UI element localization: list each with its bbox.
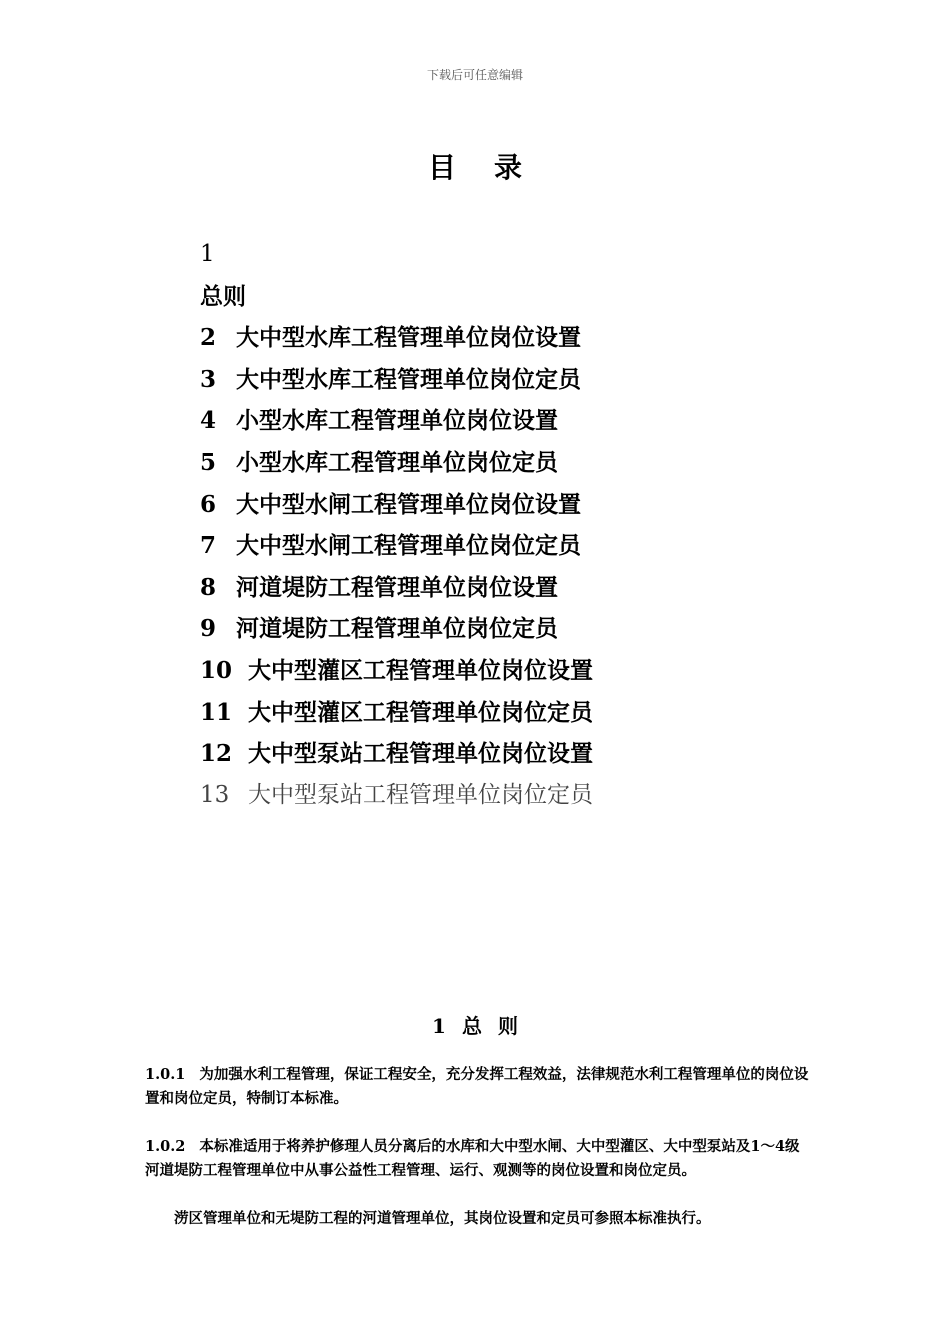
toc-item-10[interactable]: [200, 650, 593, 692]
clause-number: 1.0.1: [145, 1066, 186, 1083]
clause-number: 1.0.2: [145, 1138, 186, 1155]
clause-text: 本标准适用于将养护修理人员分离后的水库和大中型水闸、大中型灌区、大中型泵站及1～4级河道堤防工程管理单位中从事公益性工程管理、运行、观测等的岗位设置和岗位定员。: [145, 1138, 800, 1179]
toc-item-7[interactable]: [200, 525, 593, 567]
toc-item-number: 12: [200, 740, 233, 768]
toc-title: 目录: [427, 151, 560, 184]
section-number: 1: [432, 1014, 446, 1038]
table-of-contents: [200, 234, 593, 816]
toc-item-label: 大中型泵站工程管理单位岗位定员: [248, 781, 593, 808]
clause-text: 为加强水利工程管理，保证工程安全，充分发挥工程效益，法律规范水利工程管理单位的岗位设置和岗位定员，特制订本标准。: [145, 1066, 809, 1107]
section-title-char-2: 则: [497, 1014, 518, 1038]
clause-1-0-1: [145, 1063, 810, 1111]
toc-item-number: 10: [200, 656, 233, 684]
toc-item-label: 总则: [200, 282, 246, 310]
toc-item-5[interactable]: [200, 442, 593, 484]
toc-item-label: 小型水库工程管理单位岗位设置: [236, 407, 558, 435]
toc-item-number: 7: [200, 532, 217, 560]
toc-item-11[interactable]: [200, 692, 593, 734]
toc-item-label: 大中型水库工程管理单位岗位定员: [236, 365, 581, 393]
toc-item-number: 4: [200, 407, 217, 435]
toc-item-number: 11: [200, 698, 233, 726]
toc-item-13[interactable]: [200, 775, 593, 817]
toc-item-number: 5: [200, 448, 217, 476]
toc-item-number: 3: [200, 365, 217, 393]
toc-item-number: 8: [200, 573, 217, 601]
toc-item-general[interactable]: [200, 276, 593, 318]
toc-item-number: 9: [200, 615, 217, 643]
clause-1-0-2: [145, 1135, 810, 1183]
toc-item-label: 小型水库工程管理单位岗位定员: [236, 448, 558, 476]
toc-item-label: 大中型泵站工程管理单位岗位设置: [248, 740, 593, 768]
toc-item-number: 13: [200, 781, 230, 808]
toc-item-8[interactable]: [200, 567, 593, 609]
toc-item-label: 大中型水闸工程管理单位岗位设置: [236, 490, 581, 518]
toc-item-9[interactable]: [200, 608, 593, 650]
toc-item-label: 大中型水库工程管理单位岗位设置: [236, 324, 581, 352]
page-header: 下载后可任意编辑: [426, 68, 523, 82]
toc-item-label: 河道堤防工程管理单位岗位设置: [236, 573, 558, 601]
toc-item-1[interactable]: [200, 234, 593, 276]
toc-item-2[interactable]: [200, 317, 593, 359]
toc-item-label: 河道堤防工程管理单位岗位定员: [236, 615, 558, 643]
toc-item-label: 大中型水闸工程管理单位岗位定员: [236, 532, 581, 560]
toc-item-3[interactable]: [200, 359, 593, 401]
toc-item-12[interactable]: [200, 733, 593, 775]
section-title-char-1: 总: [461, 1014, 482, 1038]
toc-item-label: 大中型灌区工程管理单位岗位设置: [248, 656, 593, 684]
clause-note: 涝区管理单位和无堤防工程的河道管理单位，其岗位设置和定员可参照本标准执行。: [174, 1210, 711, 1227]
toc-item-number: 2: [200, 324, 217, 352]
toc-item-number: 1: [200, 241, 215, 267]
toc-item-6[interactable]: [200, 484, 593, 526]
section-heading: [0, 1010, 950, 1039]
toc-item-label: 大中型灌区工程管理单位岗位定员: [248, 698, 593, 726]
toc-item-4[interactable]: [200, 400, 593, 442]
toc-item-number: 6: [200, 490, 217, 518]
